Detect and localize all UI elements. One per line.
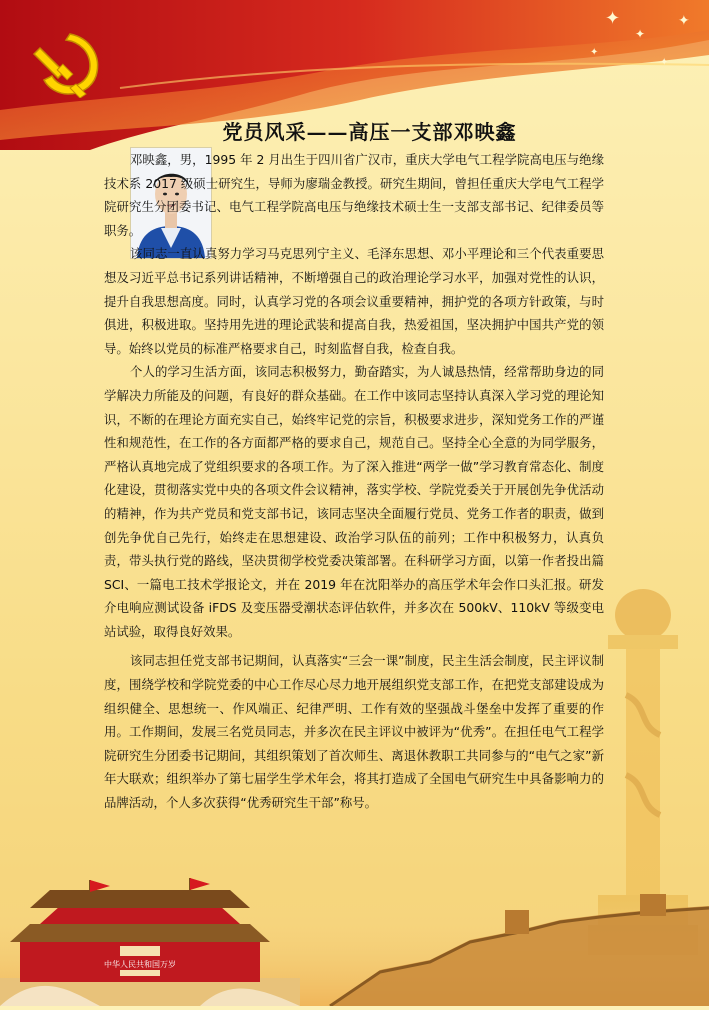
sparkle-icon: ✦ — [635, 27, 646, 41]
gate-sign-text: 中华人民共和国万岁 — [104, 960, 176, 969]
paragraph-study-work: 个人的学习生活方面，该同志积极努力，勤奋踏实，为人诚恳热情，经常帮助身边的同学解决力所能及的问题，有良好的群众基础。在工作中该同志坚持认真深入学习党的理论知识，不断的在理论方面充实自己，始终牢记党的宗旨，积极要求进步，深知党务工作的严谨性和规范性，在工作的各方面都严格的要求自己，规范自己。坚持全心全意的为同学服务，严格认真地完成了党组织要求的各项工作。为了深入推进“两学一做”学习教育常态化、制度化建设，贯彻落实党中央的各项文件会议精神，落实学校、学院党委关于开展创先争优活动的精神，作为共产党员和党支部书记，该同志坚决全面履行党员、党务工作者的职责，做到创先争优自己先行，始终走在思想建设、政治学习队伍的前列；工作中积极努力，认真负责，带头执行党的路线，坚决贯彻学校党委决策部署。在科研学习方面，以第一作者投出篇 SCI、一篇电工技术学报论文，并在 2019 年在沈阳举办的高压学术年会作口头汇报。研发介电响应测试设备 iFDS 及变压器受潮状态评估软件，并多次在 500kV、110kV 等级变电站试验，取得良好效果。 — [104, 364, 604, 639]
paragraph-ideology: 该同志一直认真努力学习马克思列宁主义、毛泽东思想、邓小平理论和三个代表重要思想及习近平总书记系列讲话精神，不断增强自己的政治理论学习水平，加强对党性的认识，提升自我思想高度。同时，认真学习党的各项会议重要精神，拥护党的各项方针政策，与时俱进，积极进取。坚持用先进的理论武装和提高自我，热爱祖国，坚决拥护中国共产党的领导。始终以党员的标准严格要求自己，时刻监督自我，检查自我。 — [104, 246, 604, 356]
party-emblem-icon — [30, 28, 108, 98]
sparkle-icon: ✦ — [660, 57, 669, 68]
paragraph-party-secretary: 该同志担任党支部书记期间，认真落实“三会一课”制度，民主生活会制度，民主评议制度，围绕学校和学院党委的中心工作尽心尽力地开展组织党支部工作，在把党支部建设成为组织健全、思想统一、作风端正、纪律严明、工作有效的坚强战斗堡垒中发挥了重要的作用。工作期间，发展三名党员同志，并多次在民主评议中被评为“优秀”。在担任电气工程学院研究生分团委书记期间，其组织策划了首次师生、离退休教职工共同参与的“电气之家”新年大联欢；组织举办了第七届学生学术年会，将其打造成了全国电气研究生中具备影响力的品牌活动，个人多次获得“优秀研究生干部”称号。 — [104, 653, 604, 811]
sparkle-icon: ✦ — [678, 13, 690, 29]
sparkle-icon: ✦ — [605, 8, 621, 29]
bottom-landscape-decoration — [0, 860, 709, 1006]
article-body — [104, 148, 604, 815]
profile-intro: 邓映鑫，男，1995 年 2 月出生于四川省广汉市，重庆大学电气工程学院高电压与绝缘技术系 2017 级硕士研究生，导师为廖瑞金教授。研究生期间，曾担任重庆大学电气工程学院研究生分团委书记、电气工程学院高电压与绝缘技术硕士生一支部支部书记、纪律委员等职务。 — [104, 152, 604, 238]
sparkle-icon: ✦ — [590, 47, 599, 58]
page-title: 党员风采——高压一支部邓映鑫 — [222, 120, 517, 144]
